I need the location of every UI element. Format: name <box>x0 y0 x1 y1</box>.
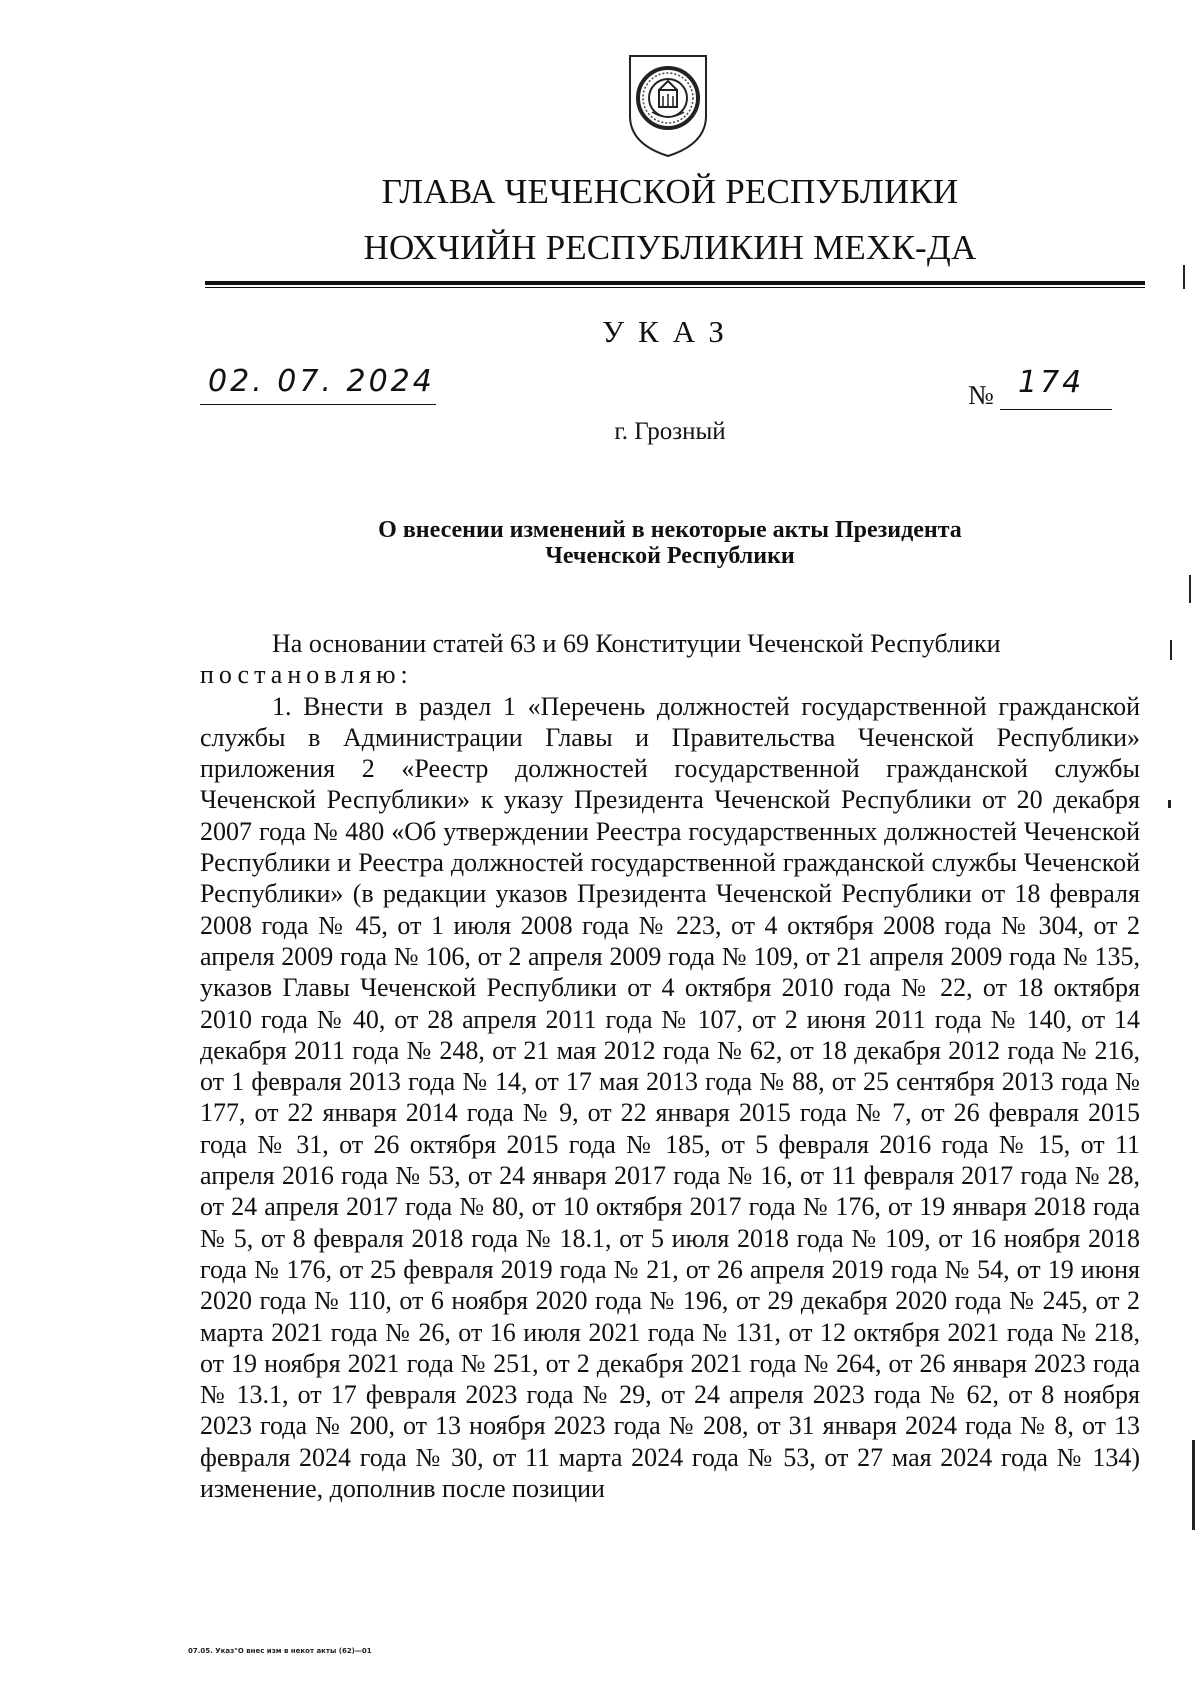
body-text <box>200 628 1140 1504</box>
header-rule-thin <box>205 287 1145 288</box>
date-field <box>200 364 436 405</box>
decree-title-line-1: О внесении изменений в некоторые акты Президента <box>378 517 962 543</box>
intro-paragraph: На основании статей 63 и 69 Конституции Чеченской Республики <box>272 629 1001 658</box>
item-1-paragraph: 1. Внести в раздел 1 «Перечень должностей государственной гражданской службы в Администрации Главы и Правительства Чеченской Республики» приложения 2 «Реестр должностей государственной гражданской службы Чеченской Республики» к указу Президента Чеченской Республики от 20 декабря 2007 года № 480 «Об утверждении Реестра государственных должностей Чеченской Республики и Реестра должностей государственной гражданской службы Чеченской Республики» (в редакции указов Президента Чеченской Республики от 18 февраля 2008 года № 45, от 1 июля 2008 года № 223, от 4 октября 2008 года № 304, от 2 апреля 2009 года № 106, от 2 апреля 2009 года № 109, от 21 апреля 2009 года № 135, указов Главы Чеченской Республики от 4 октября 2010 года № 22, от 18 октября 2010 года № 40, от 28 апреля 2011 года № 107, от 2 июня 2011 года № 140, от 14 декабря 2011 года № 248, от 21 мая 2012 года № 62, от 18 декабря 2012 года № 216, от 1 февраля 2013 года № 14, от 17 мая 2013 года № 88, от 25 сентября 2013 года № 177, от 22 января 2014 года № 9, от 22 января 2015 года № 7, от 26 февраля 2015 года № 31, от 26 октября 2015 года № 185, от 5 февраля 2016 года № 15, от 11 апреля 2016 года № 53, от 24 января 2017 года № 16, от 11 февраля 2017 года № 28, от 24 апреля 2017 года № 80, от 10 октября 2017 года № 176, от 19 января 2018 года № 5, от 8 февраля 2018 года № 18.1, от 5 июля 2018 года № 109, от 16 ноября 2018 года № 176, от 25 февраля 2019 года № 21, от 26 апреля 2019 года № 54, от 19 июня 2020 года № 110, от 6 ноября 2020 года № 196, от 29 декабря 2020 года № 245, от 2 марта 2021 года № 26, от 16 июля 2021 года № 131, от 12 октября 2021 года № 218, от 19 ноября 2021 года № 251, от 2 декабря 2021 года № 264, от 26 января 2023 года № 13.1, от 17 февраля 2023 года № 29, от 24 апреля 2023 года № 62, от 8 ноября 2023 года № 200, от 13 ноября 2023 года № 208, от 31 января 2024 года № 8, от 13 февраля 2024 года № 30, от 11 марта 2024 года № 53, от 27 мая 2024 года № 134) изменение, дополнив после позиции <box>200 691 1140 1504</box>
document-type: УКАЗ <box>602 314 738 349</box>
decree-word-text: постановляю: <box>200 660 413 690</box>
scan-mark <box>1189 575 1191 603</box>
header-line-1: ГЛАВА ЧЕЧЕНСКОЙ РЕСПУБЛИКИ <box>381 172 959 211</box>
number-field <box>1000 365 1112 410</box>
city-line: г. Грозный <box>614 418 726 445</box>
header-line-2: НОХЧИЙН РЕСПУБЛИКИН МЕХК-ДА <box>363 228 977 267</box>
scan-mark <box>1183 265 1185 289</box>
scan-mark <box>1168 800 1171 808</box>
scan-mark <box>1170 640 1172 660</box>
number-sign: № <box>968 380 994 410</box>
decree-title <box>320 517 1020 569</box>
coat-of-arms-icon <box>626 52 710 158</box>
decree-word <box>200 659 1140 690</box>
scan-mark <box>1192 1440 1195 1530</box>
footer-code: 07.05. Указ"О внес изм в некот акты (62)—01 <box>188 1647 372 1655</box>
handwritten-date: 02. 07. 2024 <box>208 364 435 399</box>
handwritten-number: 174 <box>1018 365 1085 400</box>
header-rule-thick <box>205 281 1145 285</box>
decree-title-line-2: Чеченской Республики <box>545 543 795 569</box>
